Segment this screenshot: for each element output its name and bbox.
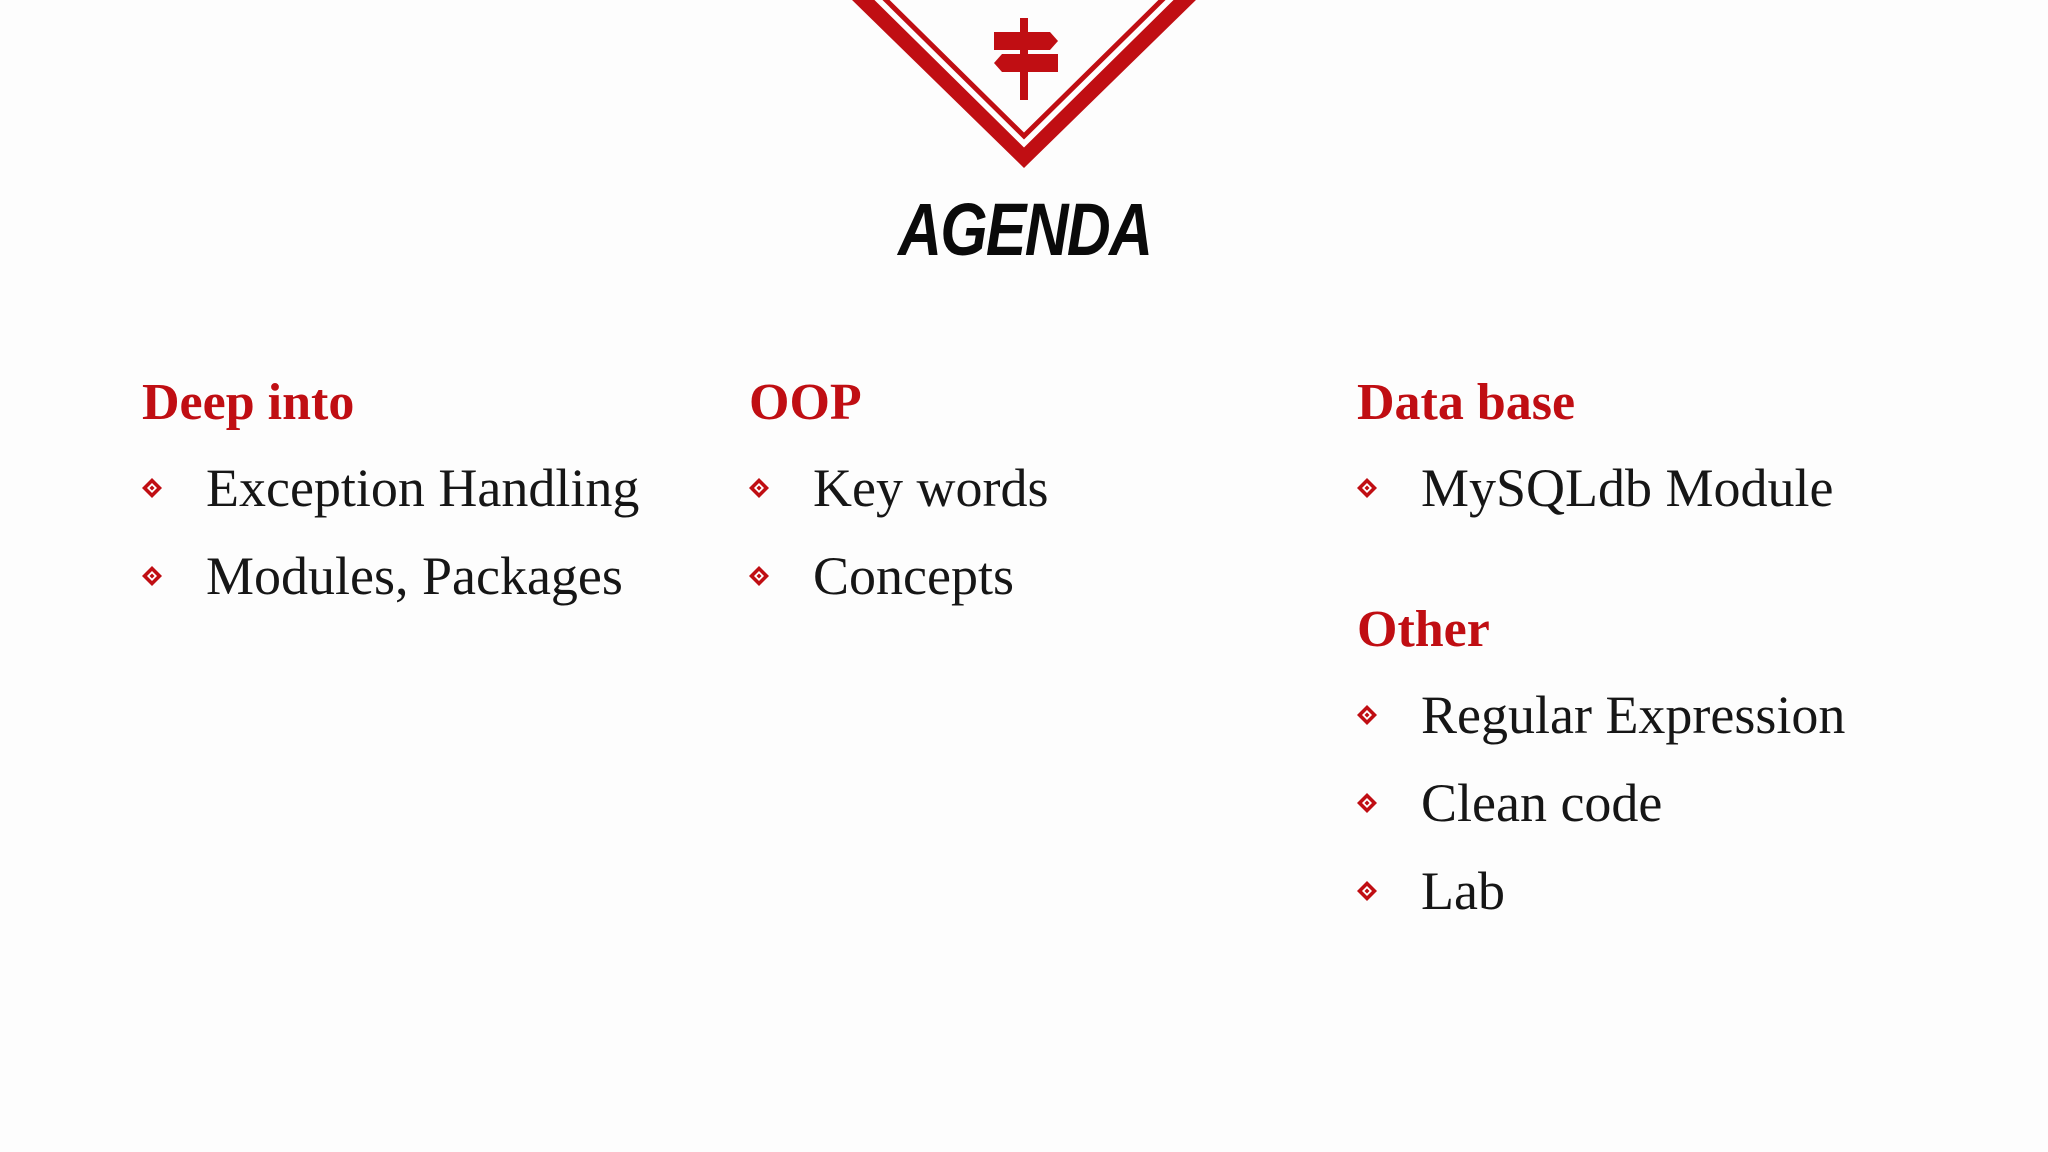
list-item [1357,683,1846,771]
list-item [749,544,1014,632]
list-item [749,456,1049,544]
list-item [1357,859,1575,947]
chevron-badge-shape [850,0,1200,170]
list-item-label: Clean code [1421,773,1663,833]
section-heading: Deep into [142,374,355,431]
diamond-bullet-icon [142,566,162,586]
agenda-section-deep-into [142,370,640,632]
list-item [1357,456,1834,544]
bullet-list [749,456,1049,632]
section-heading: Data base [1357,374,1576,431]
agenda-column-3 [1357,370,1846,947]
list-item [1357,771,1663,859]
bullet-list [1357,683,1846,947]
agenda-badge [850,0,1200,170]
signpost-icon [994,18,1058,100]
list-item-label: Regular Expression [1421,685,1846,745]
list-item [142,456,640,544]
list-item [142,544,623,632]
section-heading: Other [1357,601,1490,658]
agenda-section-other [1357,597,1846,947]
list-item-label: Exception Handling [206,458,640,518]
diamond-bullet-icon [749,478,769,498]
list-item-label: Concepts [813,546,1014,606]
diamond-bullet-icon [1357,478,1377,498]
diamond-bullet-icon [1357,793,1377,813]
bullet-list [1357,456,1834,544]
agenda-section-oop [749,370,1049,632]
bullet-list [142,456,640,632]
diamond-bullet-icon [1357,881,1377,901]
section-heading: OOP [749,374,862,431]
list-item-label: Key words [813,458,1049,518]
diamond-bullet-icon [1357,705,1377,725]
list-item-label: Lab [1421,861,1505,921]
page-title: AGENDA [898,188,1152,271]
diamond-bullet-icon [749,566,769,586]
list-item-label: MySQLdb Module [1421,458,1834,518]
agenda-column-1 [142,370,640,632]
agenda-section-data-base [1357,370,1834,544]
list-item-label: Modules, Packages [206,546,623,606]
diamond-bullet-icon [142,478,162,498]
agenda-column-2 [749,370,1049,632]
